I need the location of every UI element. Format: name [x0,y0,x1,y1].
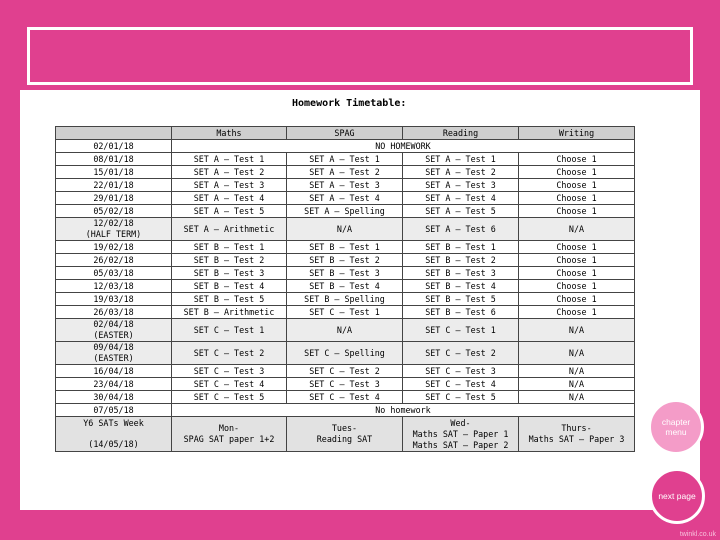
date-text: 08/01/18 [93,153,134,164]
table-row [56,404,635,417]
date-text: 09/04/18 [93,342,134,352]
date-cell [56,179,172,192]
table-cell: SET A – Test 4 [287,192,403,205]
table-cell: SET C – Test 5 [172,391,287,404]
table-cell: Choose 1 [519,205,635,218]
date-cell [56,342,172,365]
chapter-menu-label: chapter menu [661,417,691,437]
table-cell: SET A – Test 2 [172,166,287,179]
table-cell: SET B – Test 3 [172,267,287,280]
table-cell: SET C – Test 2 [287,365,403,378]
table-cell: N/A [519,391,635,404]
date-text: 26/02/18 [93,254,134,265]
table-cell: SET C – Test 1 [172,319,287,342]
date-text: 29/01/18 [93,192,134,203]
date-text: 22/01/18 [93,179,134,190]
date-text: 16/04/18 [93,365,134,376]
table-cell: SET A – Test 5 [172,205,287,218]
date-cell [56,241,172,254]
table-cell: SET C – Test 3 [172,365,287,378]
table-cell: SET B – Test 5 [403,293,519,306]
table-cell: N/A [519,218,635,241]
homework-timetable [55,126,635,452]
date-cell [56,365,172,378]
table-cell: SET C – Test 4 [287,391,403,404]
header-cell: SPAG [287,127,403,140]
sats-tues-line: Tues- [331,423,358,433]
table-cell: SET A – Test 6 [403,218,519,241]
date-text: 26/03/18 [93,306,134,317]
table-cell: Choose 1 [519,179,635,192]
table-cell: SET A – Test 2 [403,166,519,179]
table-cell: Choose 1 [519,153,635,166]
next-page-label: next page [658,491,696,501]
sats-tues-cell [287,417,403,452]
sats-row [56,417,635,452]
table-row [56,166,635,179]
date-text: 02/01/18 [93,140,134,151]
date-cell [56,306,172,319]
sats-wed-line: Maths SAT – Paper 2 [412,439,509,450]
table-row [56,140,635,153]
date-text: 07/05/18 [93,404,134,415]
table-row [56,319,635,342]
table-row [56,179,635,192]
header-cell: Writing [519,127,635,140]
table-cell: Choose 1 [519,267,635,280]
date-text: 12/03/18 [93,280,134,291]
header-cell [56,127,172,140]
sats-label-cell [56,417,172,452]
table-cell: SET B – Test 4 [287,280,403,293]
date-cell [56,280,172,293]
slide-content [20,90,700,510]
table-cell: SET A – Test 1 [287,153,403,166]
table-cell: SET C – Test 3 [287,378,403,391]
date-cell [56,192,172,205]
table-cell: SET C – Test 1 [403,319,519,342]
sats-wed-cell [403,417,519,452]
date-cell [56,378,172,391]
table-cell: SET C – Test 4 [403,378,519,391]
table-cell: SET B – Test 1 [287,241,403,254]
table-row [56,378,635,391]
page-title: Homework Timetable: [292,98,407,109]
table-row [56,280,635,293]
date-cell [56,166,172,179]
date-note: (EASTER) [93,353,134,363]
date-cell [56,319,172,342]
table-cell: SET C – Test 1 [287,306,403,319]
table-cell: Choose 1 [519,254,635,267]
table-cell: SET C – Test 2 [403,342,519,365]
table-cell: SET B – Test 1 [403,241,519,254]
table-row [56,241,635,254]
table-row [56,192,635,205]
table-cell: SET A – Test 2 [287,166,403,179]
table-cell: N/A [287,319,403,342]
table-cell: SET A – Test 1 [403,153,519,166]
sats-wed-line: Wed- [450,417,471,428]
date-text: 05/02/18 [93,205,134,216]
sats-mon-line: SPAG SAT paper 1+2 [183,434,275,444]
table-cell: Choose 1 [519,166,635,179]
table-cell: SET A – Test 3 [403,179,519,192]
no-homework-cell: No homework [172,404,635,417]
table-cell: SET C – Spelling [287,342,403,365]
sats-thurs-line: Thurs- [561,423,592,433]
table-cell: SET B – Test 2 [172,254,287,267]
table-body [56,140,635,452]
table-row [56,218,635,241]
sats-tues-line: Reading SAT [316,434,373,444]
table-cell: SET B – Test 4 [403,280,519,293]
date-cell [56,140,172,153]
table-cell: SET B – Test 3 [287,267,403,280]
table-cell: Choose 1 [519,241,635,254]
table-cell: SET B – Test 6 [403,306,519,319]
table-row [56,205,635,218]
table-row [56,293,635,306]
table-cell: Choose 1 [519,293,635,306]
table-cell: SET B – Test 5 [172,293,287,306]
date-cell [56,404,172,417]
next-page-button[interactable] [649,468,705,524]
table-row [56,391,635,404]
table-row [56,153,635,166]
table-cell: N/A [519,378,635,391]
table-cell: SET C – Test 4 [172,378,287,391]
table-cell: SET A – Arithmetic [172,218,287,241]
table-cell: SET A – Test 1 [172,153,287,166]
date-text: 15/01/18 [93,166,134,177]
date-cell [56,153,172,166]
table-row [56,365,635,378]
no-homework-cell: NO HOMEWORK [172,140,635,153]
sats-mon-cell [172,417,287,452]
header-cell: Maths [172,127,287,140]
table-cell: SET B – Test 2 [287,254,403,267]
table-cell: Choose 1 [519,306,635,319]
table-cell: N/A [519,365,635,378]
date-note: (EASTER) [93,330,134,340]
table-cell: N/A [519,342,635,365]
table-row [56,342,635,365]
table-cell: SET B – Spelling [287,293,403,306]
table-cell: Choose 1 [519,192,635,205]
date-text: 19/03/18 [93,293,134,304]
table-cell: Choose 1 [519,280,635,293]
table-row [56,306,635,319]
date-cell [56,391,172,404]
table-cell: SET A – Spelling [287,205,403,218]
date-cell [56,254,172,267]
table-cell: SET C – Test 5 [403,391,519,404]
sats-mon-line: Mon- [218,423,240,433]
table-cell: SET A – Test 3 [172,179,287,192]
date-text: 02/04/18 [93,319,134,329]
table-cell: SET B – Test 4 [172,280,287,293]
table-cell: SET B – Test 3 [403,267,519,280]
date-text: 05/03/18 [93,267,134,278]
sats-date: (14/05/18) [88,439,139,449]
table-cell: SET C – Test 2 [172,342,287,365]
date-text: 23/04/18 [93,378,134,389]
sats-thurs-cell [519,417,635,452]
table-cell: N/A [287,218,403,241]
date-cell [56,218,172,241]
chapter-menu-button[interactable] [648,399,704,455]
table-cell: SET A – Test 5 [403,205,519,218]
date-text: 12/02/18 [93,218,134,228]
table-cell: SET A – Test 3 [287,179,403,192]
date-cell [56,205,172,218]
table-cell: SET B – Test 2 [403,254,519,267]
date-cell [56,267,172,280]
date-text: 19/02/18 [93,241,134,252]
table-cell: N/A [519,319,635,342]
table-row [56,267,635,280]
header-cell: Reading [403,127,519,140]
table-row [56,254,635,267]
date-text: 30/04/18 [93,391,134,402]
slide-title-box [27,27,693,85]
table-cell: SET C – Test 3 [403,365,519,378]
table-cell: SET A – Test 4 [403,192,519,205]
date-note: (HALF TERM) [85,229,142,239]
table-cell: SET B – Arithmetic [172,306,287,319]
sats-thurs-line: Maths SAT – Paper 3 [528,434,625,444]
table-cell: SET B – Test 1 [172,241,287,254]
credit-text: twinkl.co.uk [679,531,716,538]
sats-label: Y6 SATs Week [83,418,144,428]
table-cell: SET A – Test 4 [172,192,287,205]
table-header-row [56,127,635,140]
date-cell [56,293,172,306]
sats-wed-line: Maths SAT – Paper 1 [412,428,509,439]
